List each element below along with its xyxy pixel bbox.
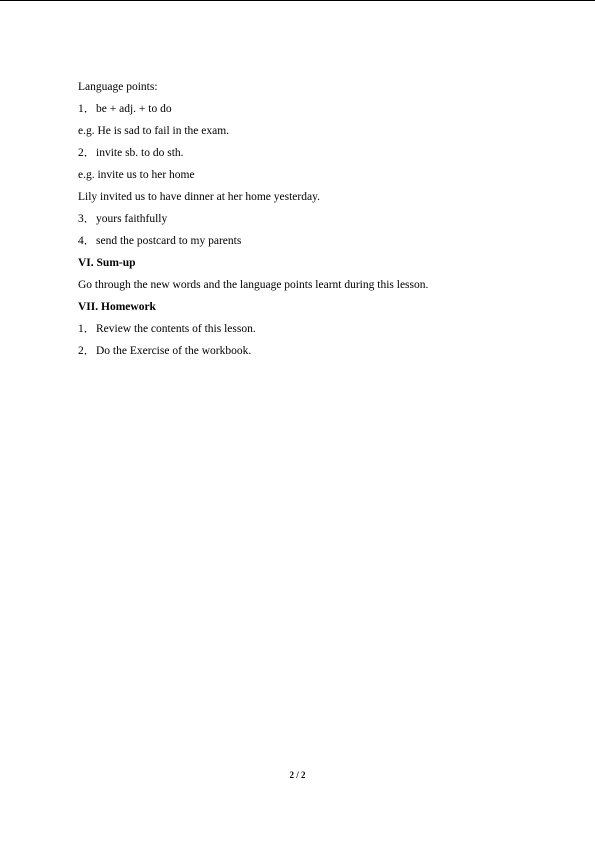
section-heading-homework: VII. Homework — [78, 301, 156, 313]
language-points-label: Language points: — [78, 81, 158, 93]
top-border-line — [0, 0, 595, 1]
numbered-item — [78, 212, 538, 227]
numbered-item — [78, 344, 538, 359]
item-number: 1． — [78, 323, 96, 335]
numbered-item — [78, 322, 538, 337]
item-number: 3． — [78, 213, 96, 225]
section-heading-sum-up: VI. Sum-up — [78, 257, 136, 269]
item-text: send the postcard to my parents — [96, 235, 242, 247]
item-text: Do the Exercise of the workbook. — [96, 345, 252, 357]
example-sentence: e.g. invite us to her home — [78, 169, 195, 181]
numbered-item — [78, 102, 538, 117]
numbered-item — [78, 234, 538, 249]
item-number: 2． — [78, 147, 96, 159]
item-number: 4． — [78, 235, 96, 247]
item-text: invite sb. to do sth. — [96, 147, 184, 159]
page-number: 2 / 2 — [289, 770, 306, 780]
item-number: 1． — [78, 103, 96, 115]
item-text: be + adj. + to do — [96, 103, 172, 115]
example-sentence: e.g. He is sad to fail in the exam. — [78, 125, 230, 137]
document-body — [78, 80, 538, 366]
item-text: Review the contents of this lesson. — [96, 323, 256, 335]
example-sentence: Lily invited us to have dinner at her home yesterday. — [78, 191, 320, 203]
item-text: yours faithfully — [96, 213, 168, 225]
item-number: 2． — [78, 345, 96, 357]
sum-up-text: Go through the new words and the language points learnt during this lesson. — [78, 279, 429, 291]
numbered-item — [78, 146, 538, 161]
